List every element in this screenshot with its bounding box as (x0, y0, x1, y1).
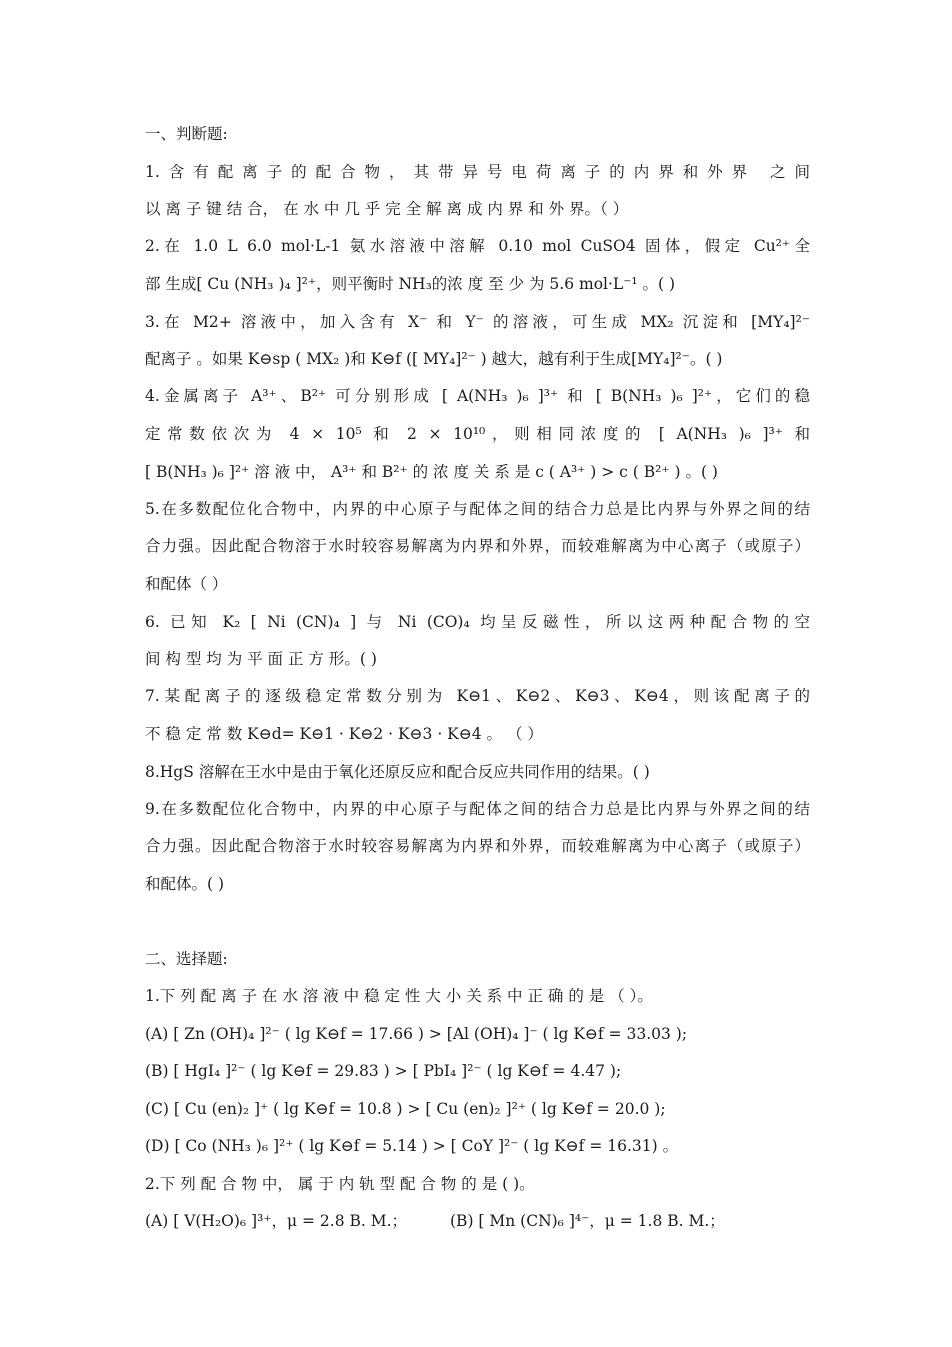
section-heading-judgment: 一、判断题: (145, 125, 228, 143)
question-2-line-1: 2.在 1.0 L 6.0 mol·L-1 氨水溶液中溶解 0.10 mol CuSO4 固体，假定 Cu²⁺全 (145, 237, 810, 255)
choice-1-option-c: (C) [ Cu (en)₂ ]⁺ ( lg K⊖f = 10.8 ) > [ Cu (en)₂ ]²⁺ ( lg K⊖f = 20.0 ); (145, 1100, 666, 1118)
choice-2-option-b: (B) [ Mn (CN)₆ ]⁴⁻，μ = 1.8 B. M.； (450, 1212, 725, 1230)
choice-1-option-b: (B) [ HgI₄ ]²⁻ ( lg K⊖f = 29.83 ) > [ PbI₄ ]²⁻ ( lg K⊖f = 4.47 ); (145, 1062, 622, 1080)
question-4-line-1: 4.金属离子 A³⁺、B²⁺ 可分别形成 [ A(NH₃ )₆ ]³⁺ 和 [ B(NH₃ )₆ ]²⁺，它们的稳 (145, 387, 810, 405)
question-7-line-1: 7.某配离子的逐级稳定常数分别为 K⊖1、K⊖2、K⊖3、K⊖4，则该配离子的 (145, 687, 810, 705)
question-4-line-3: [ B(NH₃ )₆ ]²⁺ 溶 液 中， A³⁺ 和 B²⁺ 的 浓 度 关 系 是 c ( A³⁺ ) > c ( B²⁺ ) 。( ) (145, 463, 718, 481)
question-5-line-2: 合力强。因此配合物溶于水时较容易解离为内界和外界，而较难解离为中心离子（或原子） (145, 537, 810, 555)
question-7-line-2: 不 稳 定 常 数 K⊖d= K⊖1 · K⊖2 · K⊖3 · K⊖4 。 （ ） (145, 725, 543, 743)
choice-question-2: 2.下 列 配 合 物 中， 属 于 内 轨 型 配 合 物 的 是 ( )。 (145, 1175, 535, 1193)
question-9-line-3: 和配体。( ) (145, 875, 225, 893)
choice-question-1: 1.下 列 配 离 子 在 水 溶 液 中 稳 定 性 大 小 关 系 中 正 确 的 是 （ ）。 (145, 987, 653, 1005)
question-9-line-2: 合力强。因此配合物溶于水时较容易解离为内界和外界，而较难解离为中心离子（或原子） (145, 837, 810, 855)
question-6-line-1: 6. 已知 K₂ [ Ni (CN)₄ ] 与 Ni (CO)₄ 均呈反磁性，所以这两种配合物的空 (145, 613, 810, 631)
question-2-line-2: 部 生成[ Cu (NH₃ )₄ ]²⁺，则平衡时 NH₃的浓 度 至 少 为 5.6 mol·L⁻¹ 。( ) (145, 275, 676, 293)
question-1-line-2: 以 离 子 键 结 合， 在 水 中 几 乎 完 全 解 离 成 内 界 和 外 界。（ ） (145, 200, 629, 218)
question-8-line-1: 8.HgS 溶解在王水中是由于氧化还原反应和配合反应共同作用的结果。( ) (145, 763, 650, 781)
question-9-line-1: 9.在多数配位化合物中，内界的中心原子与配体之间的结合力总是比内界与外界之间的结 (145, 800, 810, 818)
question-4-line-2: 定常数依次为 4 × 10⁵ 和 2 × 10¹⁰，则相同浓度的 [ A(NH₃ )₆ ]³⁺ 和 (145, 425, 810, 443)
question-3-line-2: 配离子 。如果 K⊖sp ( MX₂ )和 K⊖f ([ MY₄]²⁻ ) 越大，越有利于生成[MY₄]²⁻。( ) (145, 350, 723, 368)
choice-2-option-a: (A) [ V(H₂O)₆ ]³⁺，μ = 2.8 B. M.； (145, 1212, 408, 1230)
choice-1-option-a: (A) [ Zn (OH)₄ ]²⁻ ( lg K⊖f = 17.66 ) > [Al (OH)₄ ]⁻ ( lg K⊖f = 33.03 ); (145, 1025, 688, 1043)
question-6-line-2: 间 构 型 均 为 平 面 正 方 形。( ) (145, 650, 377, 668)
section-heading-choice: 二、选择题: (145, 950, 228, 968)
question-5-line-1: 5.在多数配位化合物中，内界的中心原子与配体之间的结合力总是比内界与外界之间的结 (145, 500, 810, 518)
question-1-line-1: 1.含有配离子的配合物，其带异号电荷离子的内界和外界 之间 (145, 163, 810, 181)
choice-1-option-d: (D) [ Co (NH₃ )₆ ]²⁺ ( lg K⊖f = 5.14 ) > [ CoY ]²⁻ ( lg K⊖f = 16.31) 。 (145, 1137, 679, 1155)
question-5-line-3: 和配体（ ） (145, 575, 228, 593)
question-3-line-1: 3.在 M2+ 溶液中，加入含有 X⁻ 和 Y⁻ 的溶液，可生成 MX₂ 沉淀和 [MY₄]²⁻ (145, 313, 810, 331)
